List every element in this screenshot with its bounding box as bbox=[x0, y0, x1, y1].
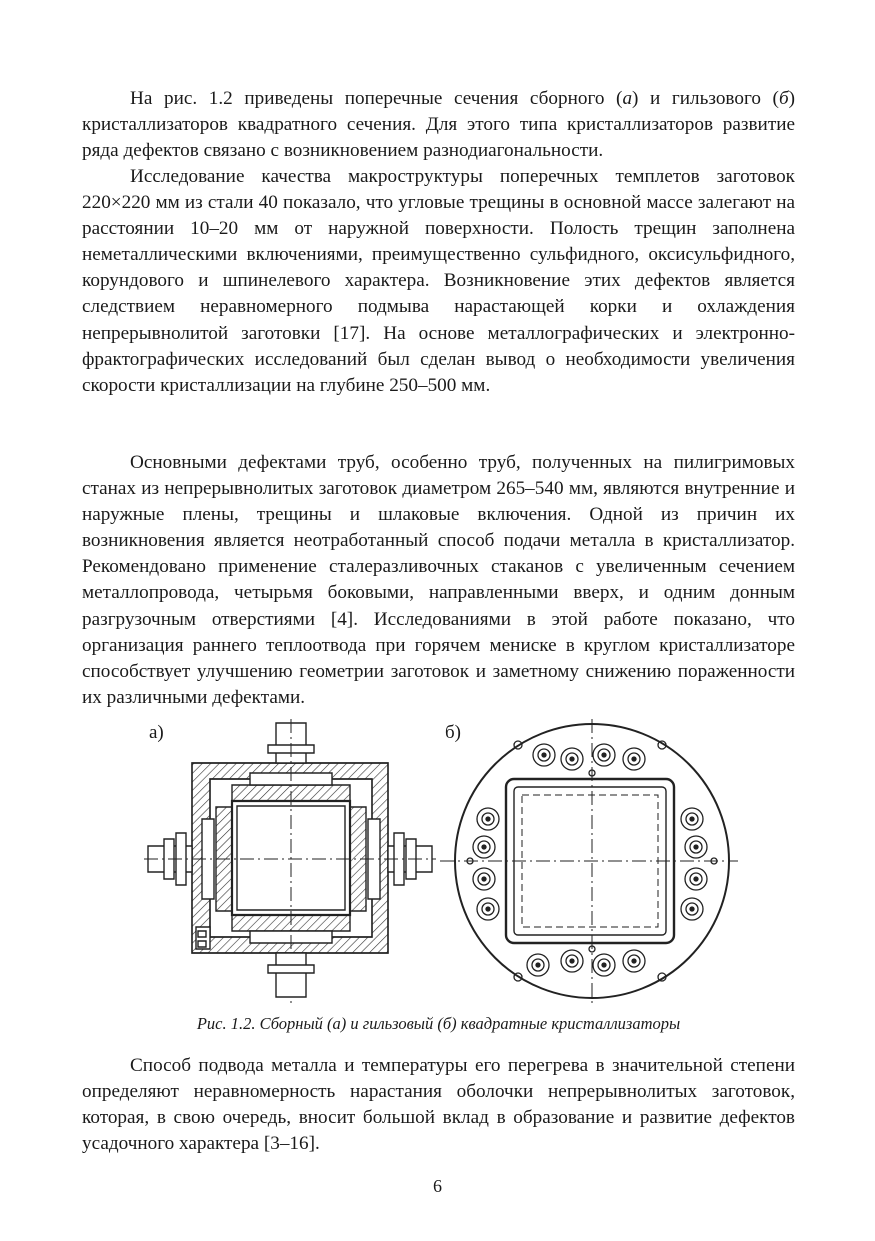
figure-label-a: а) bbox=[149, 722, 164, 743]
paragraph-1: На рис. 1.2 приведены поперечные сечения сборного (а) и гильзового (б) кристаллизаторов квадратного сечения. Для этого типа кристаллизаторов развитие ряда дефектов связано с возникновением разнодиагональности. bbox=[82, 88, 795, 162]
figure-caption: Рис. 1.2. Сборный (а) и гильзовый (б) квадратные кристаллизаторы bbox=[196, 1014, 681, 1033]
figure-label-b: б) bbox=[445, 722, 461, 743]
paragraph-4: Способ подвода металла и температуры его перегрева в значительной степени определяют неравномерность нарастания оболочки непрерывнолитых заготовок, которая, в свою очередь, вносит большой вклад в образование и развитие дефектов усадочного характера [3–16]. bbox=[82, 1055, 795, 1155]
paragraph-2: Исследование качества макроструктуры поперечных темплетов заготовок 220×220 мм из стали 40 показало, что угловые трещины в основной массе залегают на расстоянии 10–20 мм от наружной поверхности. Полость трещин заполнена неметаллическими включениями, преимущественно сульфидного, оксисульфидного, корундового и шпинелевого характера. Возникновение этих дефектов является следствием неравномерного подмыва нарастающей корки и охлаждения непрерывнолитой заготовки [17]. На основе металлографических и электронно-фрактографических исследований был сделан вывод о необходимости увеличения скорости кристаллизации на глубине 250–500 мм. bbox=[82, 166, 795, 396]
paragraph-3: Основными дефектами труб, особенно труб, полученных на пилигримовых станах из непрерывнолитых заготовок диаметром 265–540 мм, являются внутренние и наружные плены, трещины и шлаковые включения. Одной из причин их возникновения является неотработанный способ подачи металла в кристаллизатор. Рекомендовано применение сталеразливочных стаканов с увеличенным сечением металлопровода, четырьмя боковыми, направленными вверх, и одним донным разгрузочным отверстиями [4]. Исследованиями в этой работе показано, что организация раннего теплоотвода при горячем мениске в круглом кристаллизаторе способствует улучшению геометрии заготовок и заметному снижению пораженности их различными дефектами. bbox=[82, 452, 795, 708]
crystallizer-drawings bbox=[140, 715, 740, 1010]
assembled-crystallizer-drawing bbox=[144, 719, 436, 1005]
figure-1-2 bbox=[140, 715, 740, 1010]
sleeve-crystallizer-drawing bbox=[440, 719, 738, 1007]
page-number: 6 bbox=[433, 1176, 442, 1196]
